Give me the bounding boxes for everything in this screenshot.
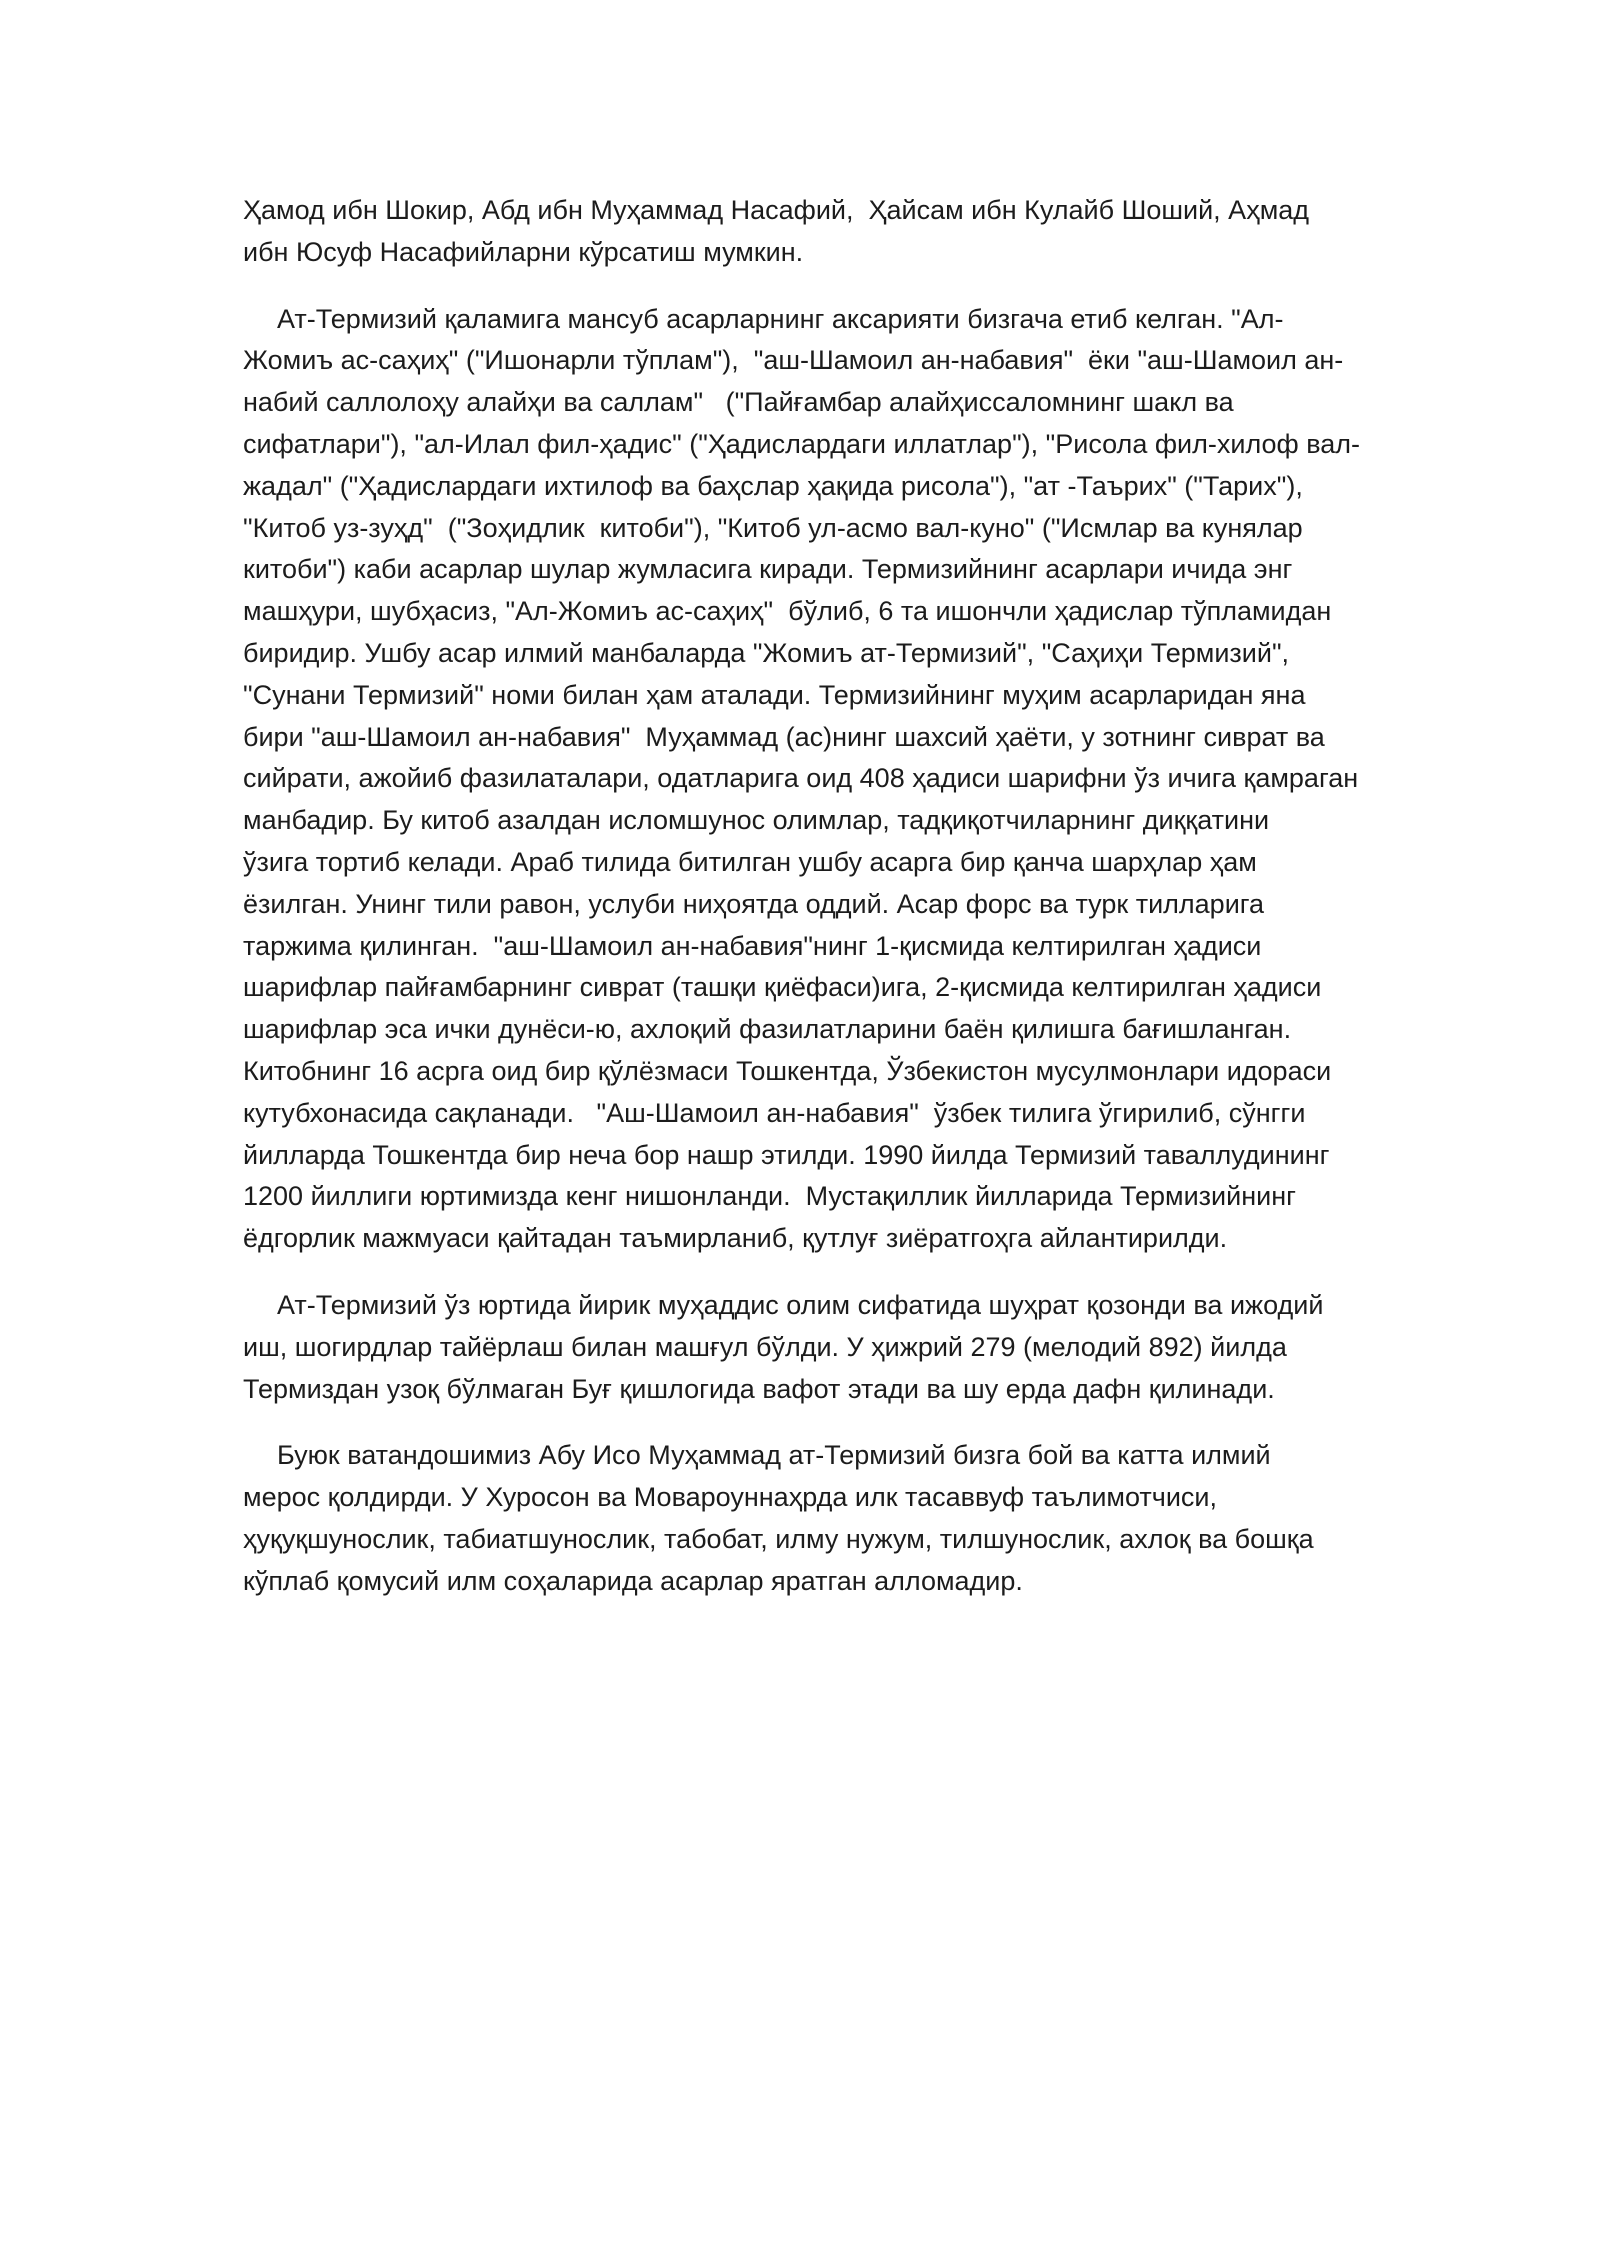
text-line: сийрати, ажойиб фазилаталари, одатларига оид 408 ҳадиси шарифни ўз ичига қамраган (243, 763, 1359, 794)
text-line (243, 1285, 1371, 1327)
paragraph-1 (243, 190, 1371, 274)
text-line (243, 299, 1371, 341)
text-line: таржима қилинган. "аш-Шамоил ан-набавия"нинг 1-қисмида келтирилган ҳадиси (243, 930, 1262, 961)
text-line: "Сунани Термизий" номи билан ҳам аталади. Термизийнинг муҳим асарларидан яна (243, 679, 1306, 710)
text-line: сифатлари"), "ал-Илал фил-ҳадис" ("Ҳадислардаги иллатлар"), "Рисола фил-хилоф вал- (243, 428, 1361, 459)
text-line: 1200 йиллиги юртимизда кенг нишонланди. Мустақиллик йилларида Термизийнинг (243, 1181, 1296, 1212)
text-line: "Китоб уз-зуҳд" ("Зоҳидлик китоби"), "Китоб ул-асмо вал-куно" ("Исмлар ва кунялар (243, 512, 1303, 543)
document-body (243, 190, 1371, 1603)
line-text: Буюк ватандошимиз Абу Исо Муҳаммад ат-Термизий бизга бой ва катта илмий (277, 1440, 1271, 1471)
text-line: мерос қолдирди. У Хуросон ва Мовароуннаҳрда илк тасаввуф таълимотчиси, (243, 1482, 1217, 1513)
text-line: набий саллолоҳу алайҳи ва саллам" ("Пайғамбар алайҳиссаломнинг шакл ва (243, 387, 1234, 418)
text-line: Жомиъ ас-саҳиҳ" ("Ишонарли тўплам"), "аш-Шамоил ан-набавия" ёки "аш-Шамоил ан- (243, 345, 1344, 376)
text-line: машҳури, шубҳасиз, "Ал-Жомиъ ас-саҳиҳ" бўлиб, 6 та ишончли ҳадислар тўпламидан (243, 596, 1332, 627)
text-line: Китобнинг 16 асрга оид бир қўлёзмаси Тошкентда, Ўзбекистон мусулмонлари идораси (243, 1055, 1332, 1086)
line-text: Ат-Термизий ўз юртида йирик муҳаддис олим сифатида шуҳрат қозонди ва ижодий (277, 1289, 1324, 1320)
text-line: Ҳамод ибн Шокир, Абд ибн Муҳаммад Насафий, Ҳайсам ибн Кулайб Шоший, Аҳмад (243, 195, 1310, 225)
paragraph-3 (243, 1285, 1371, 1410)
line-text: Ат-Термизий қаламига мансуб асарларнинг аксарияти бизгача етиб келган. "Ал- (277, 303, 1284, 334)
text-line: кўплаб қомусий илм соҳаларида асарлар яратган алломадир. (243, 1565, 1023, 1596)
text-line: ибн Юсуф Насафийларни кўрсатиш мумкин. (243, 236, 804, 267)
text-line: йилларда Тошкентда бир неча бор нашр этилди. 1990 йилда Термизий таваллудининг (243, 1139, 1330, 1170)
text-line: шарифлар пайғамбарнинг сиврат (ташқи қиёфаси)ига, 2-қисмида келтирилган ҳадиси (243, 972, 1322, 1003)
text-line: манбадир. Бу китоб азалдан исломшунос олимлар, тадқиқотчиларнинг диққатини (243, 805, 1270, 836)
text-line: бири "аш-Шамоил ан-набавия" Муҳаммад (ас)нинг шахсий ҳаёти, у зотнинг сиврат ва (243, 721, 1325, 752)
text-line: китоби") каби асарлар шулар жумласига киради. Термизийнинг асарлари ичида энг (243, 554, 1293, 585)
text-line: ёзилган. Унинг тили равон, услуби ниҳоятда оддий. Асар форс ва турк тилларига (243, 888, 1265, 919)
text-line: биридир. Ушбу асар илмий манбаларда "Жомиъ ат-Термизий", "Саҳиҳи Термизий", (243, 637, 1290, 668)
text-line: ўзига тортиб келади. Араб тилида битилган ушбу асарга бир қанча шарҳлар ҳам (243, 846, 1257, 877)
text-line: шарифлар эса ички дунёси-ю, ахлоқий фазилатларини баён қилишга бағишланган. (243, 1014, 1292, 1045)
paragraph-4 (243, 1435, 1371, 1602)
text-line: кутубхонасида сақланади. "Аш-Шамоил ан-набавия" ўзбек тилига ўгирилиб, сўнгги (243, 1097, 1306, 1128)
text-line (243, 1435, 1371, 1477)
paragraph-2 (243, 299, 1371, 1260)
text-line: Термиздан узоқ бўлмаган Буғ қишлогида вафот этади ва шу ерда дафн қилинади. (243, 1373, 1275, 1404)
text-line: иш, шогирдлар тайёрлаш билан машғул бўлди. У ҳижрий 279 (мелодий 892) йилда (243, 1331, 1287, 1362)
text-line: ёдгорлик мажмуаси қайтадан таъмирланиб, қутлуғ зиёратгоҳга айлантирилди. (243, 1223, 1228, 1254)
text-line: ҳуқуқшунослик, табиатшунослик, табобат, илму нужум, тилшунослик, ахлоқ ва бошқа (243, 1523, 1314, 1554)
text-line: жадал" ("Ҳадислардаги ихтилоф ва баҳслар ҳақида рисола"), "ат -Таърих" ("Тарих"), (243, 470, 1303, 501)
